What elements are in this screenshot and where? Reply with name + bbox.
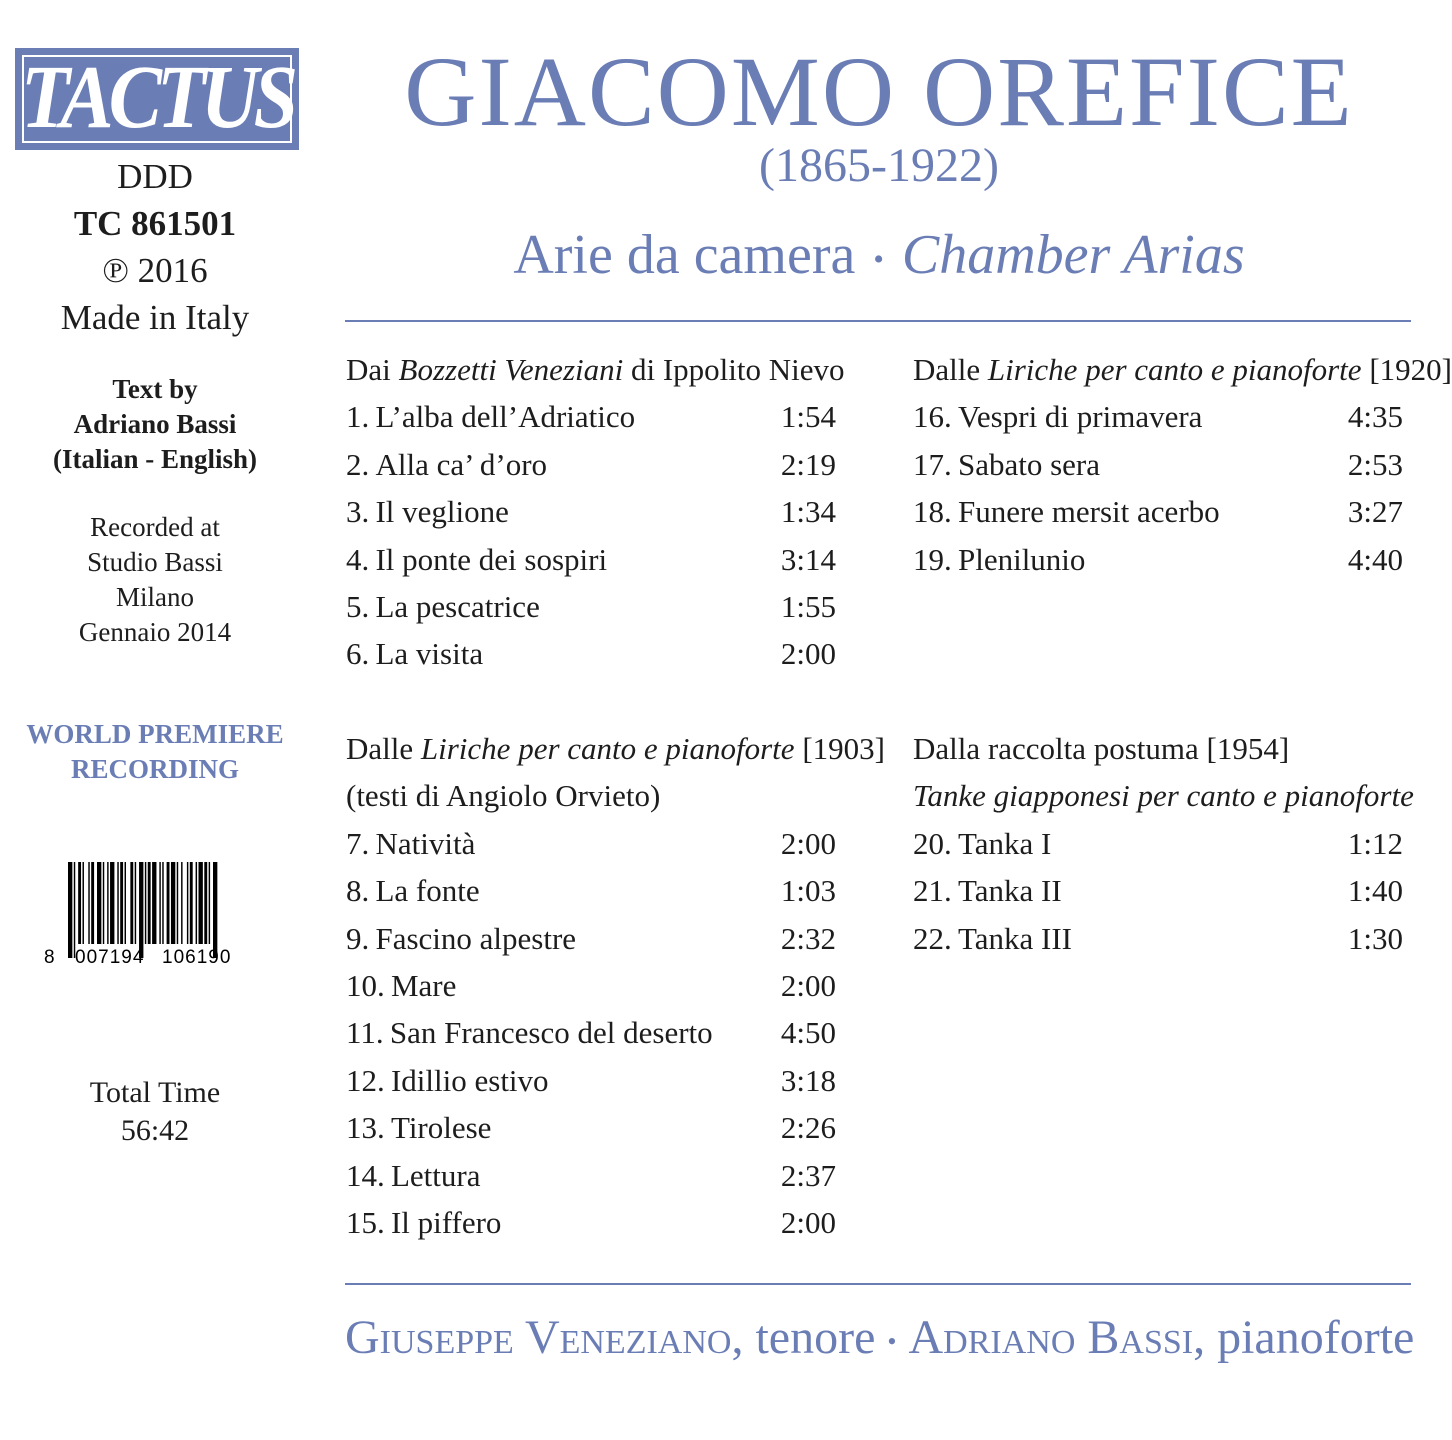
track-title: Lettura [390, 1157, 481, 1193]
world-premiere-badge [0, 717, 310, 787]
track-title: Il ponte dei sospiri [375, 541, 608, 577]
section-heading [346, 725, 885, 772]
track-title: Tanka II [957, 873, 1062, 909]
track-title: Plenilunio [957, 541, 1086, 577]
track-duration: 2:00 [780, 967, 836, 1003]
title-english: Chamber Arias [901, 224, 1245, 286]
track-row [346, 1199, 836, 1246]
track-row [346, 1057, 836, 1104]
track-row [346, 1152, 836, 1199]
barcode-bar [159, 862, 160, 944]
track-number: 17. [913, 446, 952, 482]
barcode-bar [88, 862, 89, 944]
barcode-bar [91, 862, 94, 944]
barcode-bar [107, 862, 108, 944]
track-row [346, 536, 836, 583]
barcode-bar [125, 862, 126, 944]
barcode-bar [83, 862, 84, 944]
track-row [346, 820, 836, 867]
recorded-studio: Studio Bassi [87, 547, 223, 577]
track-number: 13. [346, 1110, 385, 1146]
track-duration: 1:54 [780, 399, 836, 435]
album-title [348, 222, 1410, 293]
header-divider [345, 320, 1411, 322]
release-info [0, 153, 310, 341]
barcode-first-digit: 8 [44, 947, 55, 968]
barcode-bar [139, 862, 143, 958]
track-row [913, 393, 1403, 440]
track-duration: 1:30 [1347, 920, 1403, 956]
recorded-city: Milano [116, 582, 194, 612]
barcode-bar [181, 862, 182, 944]
title-italian: Arie da camera [513, 224, 856, 286]
text-credit [0, 372, 310, 477]
barcode-bar [171, 862, 175, 944]
track-row [346, 488, 836, 535]
text-by-author: Adriano Bassi [73, 409, 237, 439]
track-row [913, 820, 1403, 867]
section-heading [913, 346, 1452, 393]
track-number: 11. [346, 1015, 384, 1051]
track-number: 15. [346, 1204, 385, 1240]
subheading-work: Tanke giapponesi per canto e pianoforte [913, 778, 1414, 814]
track-title: Tanka III [957, 920, 1072, 956]
track-title: Vespri di primavera [957, 399, 1203, 435]
track-list [346, 393, 836, 677]
track-row [346, 630, 836, 677]
composer-name: GIACOMO OREFICE [404, 36, 1354, 147]
section-heading [346, 346, 845, 393]
barcode-bar [213, 862, 217, 958]
barcode-right-digits: 106190 [162, 947, 232, 968]
section-bozzetti [346, 346, 845, 678]
track-title: Sabato sera [957, 446, 1100, 482]
performer-1-name: Giuseppe Veneziano [345, 1311, 732, 1364]
track-row [346, 1009, 836, 1056]
track-row [913, 488, 1403, 535]
barcode [42, 862, 254, 968]
heading-post: [1920] [1361, 352, 1452, 387]
title-separator: • [873, 243, 884, 277]
track-list [913, 820, 1403, 962]
section-tanke [913, 725, 1414, 962]
audio-format: DDD [117, 157, 193, 196]
track-list [913, 393, 1403, 583]
performers [345, 1308, 1415, 1372]
track-row [913, 867, 1403, 914]
track-duration: 2:37 [780, 1157, 836, 1193]
barcode-bar [209, 862, 210, 944]
track-number: 8. [346, 873, 370, 909]
track-duration: 4:50 [780, 1015, 836, 1051]
text-by-label: Text by [112, 374, 198, 404]
barcode-bar [74, 862, 75, 958]
track-number: 10. [346, 967, 385, 1003]
track-duration: 1:34 [780, 494, 836, 530]
track-number: 20. [913, 825, 952, 861]
track-number: 21. [913, 873, 952, 909]
barcode-bar [130, 862, 133, 944]
barcode-bar [199, 862, 203, 944]
track-duration: 2:00 [780, 636, 836, 672]
track-number: 12. [346, 1062, 385, 1098]
performer-2-name: Adriano Bassi [908, 1311, 1194, 1364]
barcode-bar [196, 862, 197, 944]
track-title: Il piffero [390, 1204, 502, 1240]
heading-post: di Ippolito Nievo [623, 352, 845, 387]
recorded-label: Recorded at [90, 512, 220, 542]
track-row [346, 867, 836, 914]
track-title: La fonte [375, 873, 480, 909]
track-duration: 2:00 [780, 1204, 836, 1240]
track-number: 14. [346, 1157, 385, 1193]
track-title: Funere mersit acerbo [957, 494, 1220, 530]
track-number: 2. [346, 446, 370, 482]
barcode-bar [120, 862, 123, 944]
track-number: 19. [913, 541, 952, 577]
origin: Made in Italy [60, 298, 250, 337]
track-row [346, 1104, 836, 1151]
track-row [346, 962, 836, 1009]
barcode-bar [78, 862, 81, 944]
track-duration: 2:53 [1347, 446, 1403, 482]
track-number: 9. [346, 920, 370, 956]
track-duration: 3:27 [1347, 494, 1403, 530]
track-row [913, 915, 1403, 962]
heading-pre: Dalle [913, 352, 988, 387]
track-duration: 1:12 [1347, 825, 1403, 861]
track-row [913, 536, 1403, 583]
track-title: La visita [375, 636, 484, 672]
section-subheading [913, 772, 1414, 819]
performer-1-role: , tenore [731, 1311, 876, 1364]
track-list [346, 820, 836, 1247]
track-number: 6. [346, 636, 370, 672]
total-time-label: Total Time [89, 1076, 221, 1109]
track-title: San Francesco del deserto [389, 1015, 713, 1051]
track-number: 4. [346, 541, 370, 577]
track-title: Il veglione [375, 494, 509, 530]
track-title: Alla ca’ d’oro [375, 446, 548, 482]
heading-work: Bozzetti Veneziani [398, 352, 624, 387]
performer-2-role: , pianoforte [1193, 1311, 1415, 1364]
section-liriche-1920 [913, 346, 1452, 583]
recording-info [0, 510, 310, 650]
track-row [346, 583, 836, 630]
performer-separator: • [887, 1326, 897, 1356]
total-time [0, 1074, 310, 1150]
track-row [913, 441, 1403, 488]
total-time-value: 56:42 [120, 1114, 190, 1147]
logo-text: TACTUS [20, 48, 294, 148]
barcode-bar [167, 862, 170, 944]
track-title: Fascino alpestre [375, 920, 577, 956]
heading-pre: Dai [346, 352, 399, 387]
heading-work: Liriche per canto e pianoforte [420, 731, 795, 766]
tactus-logo [15, 48, 299, 150]
text-by-languages: (Italian - English) [52, 444, 258, 474]
track-number: 22. [913, 920, 952, 956]
barcode-bar [187, 862, 188, 944]
track-title: La pescatrice [375, 588, 540, 624]
barcode-bar [148, 862, 151, 944]
track-duration: 1:40 [1347, 873, 1403, 909]
track-number: 18. [913, 494, 952, 530]
catalog-number: TC 861501 [73, 204, 237, 243]
composer-dates: (1865-1922) [759, 139, 999, 192]
track-title: Natività [375, 825, 476, 861]
barcode-bar [68, 862, 72, 958]
premiere-line-1: WORLD PREMIERE [26, 719, 284, 749]
copyright: ℗ 2016 [102, 251, 208, 290]
track-title: L’alba dell’Adriatico [375, 399, 636, 435]
section-heading: Dalla raccolta postuma [1954] [913, 731, 1290, 766]
barcode-bar [117, 862, 118, 944]
section-liriche-1903 [346, 725, 885, 1246]
barcode-bar [145, 862, 146, 944]
barcode-bar [135, 862, 136, 944]
track-duration: 1:03 [780, 873, 836, 909]
section-subheading: (testi di Angiolo Orvieto) [346, 778, 661, 814]
track-title: Tanka I [957, 825, 1052, 861]
track-number: 5. [346, 588, 370, 624]
barcode-bar [162, 862, 163, 944]
track-duration: 3:18 [780, 1062, 836, 1098]
track-duration: 4:35 [1347, 399, 1403, 435]
barcode-bar [103, 862, 104, 944]
track-row [346, 915, 836, 962]
recorded-date: Gennaio 2014 [78, 617, 232, 647]
track-number: 3. [346, 494, 370, 530]
track-number: 7. [346, 825, 370, 861]
track-title: Tirolese [390, 1110, 492, 1146]
track-number: 16. [913, 399, 952, 435]
barcode-bar [97, 862, 101, 944]
track-row [346, 393, 836, 440]
barcode-bar [177, 862, 178, 944]
track-title: Idillio estivo [390, 1062, 549, 1098]
footer-divider [345, 1283, 1411, 1285]
heading-pre: Dalle [346, 731, 421, 766]
heading-work: Liriche per canto e pianoforte [987, 352, 1362, 387]
barcode-bar [204, 862, 207, 944]
track-title: Mare [390, 967, 457, 1003]
barcode-left-digits: 007194 [75, 947, 145, 968]
track-row [346, 441, 836, 488]
barcode-bar [152, 862, 156, 944]
track-duration: 3:14 [780, 541, 836, 577]
track-duration: 2:26 [780, 1110, 836, 1146]
barcode-bar [110, 862, 114, 944]
track-duration: 2:00 [780, 825, 836, 861]
track-duration: 2:19 [780, 446, 836, 482]
barcode-bar [190, 862, 193, 944]
track-number: 1. [346, 399, 370, 435]
track-duration: 4:40 [1347, 541, 1403, 577]
track-duration: 2:32 [780, 920, 836, 956]
track-duration: 1:55 [780, 588, 836, 624]
heading-post: [1903] [794, 731, 885, 766]
premiere-line-2: RECORDING [70, 754, 239, 784]
